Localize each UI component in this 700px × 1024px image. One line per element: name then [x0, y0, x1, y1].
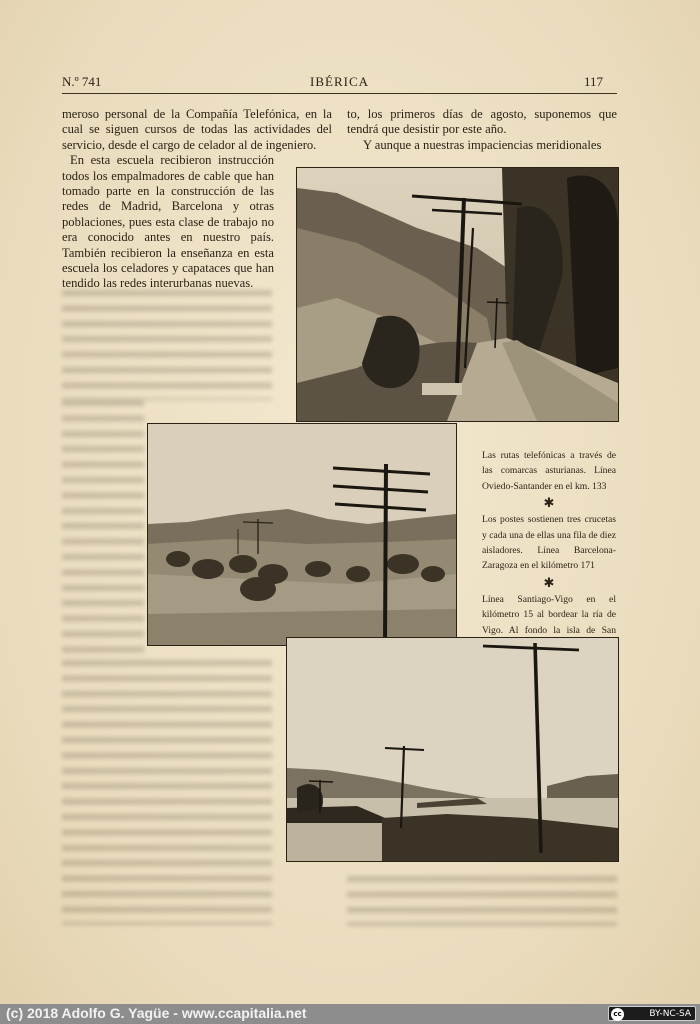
- cc-license-badge: [608, 1006, 696, 1021]
- photo-estuary-pole-image: [287, 638, 618, 861]
- left-column: [62, 107, 332, 292]
- right-column: [347, 107, 617, 153]
- blurred-text-left-strip: [62, 400, 144, 660]
- left-paragraph-1: meroso personal de la Compañía Telefónica, en la cual se siguen cursos de todas las actividades del servicio, desde el cargo de celador al de ingeniero.: [62, 107, 332, 152]
- header-rule: [62, 93, 617, 94]
- caption-separator-2: ✱: [543, 574, 555, 590]
- left-paragraph-2: En esta escuela recibieron instrucción todos los empalmadores de cable que han tomado parte en la construcción de las redes de Madrid, Barcelona y otras poblaciones, pues esta clase de trabajo no era conocido antes en nuestro país. También recibieron la enseñanza en esta escuela los celadores y capataces que han tendido las redes interurbanas nuevas.: [62, 153, 274, 291]
- caption-barcelona-zaragoza: Los postes sostienen tres crucetas y cada una de ellas una fila de diez aisladores. Línea Barcelona-Zaragoza en el kilómetro 171: [482, 514, 616, 572]
- blurred-text-left-bottom: [62, 660, 272, 925]
- photo-captions: [482, 448, 616, 653]
- right-paragraph-2: Y aunque a nuestras impaciencias meridionales: [363, 137, 602, 152]
- cc-logo-icon: cc: [611, 1008, 624, 1021]
- blurred-text-right-bottom: [347, 876, 617, 926]
- photo-field-pole-image: [148, 424, 456, 645]
- photo-road-mountain-image: [297, 168, 618, 421]
- photo-oviedo-santander-line: [296, 167, 619, 422]
- copyright-text: (c) 2018 Adolfo G. Yagüe - www.ccapitalia.net: [6, 1005, 307, 1021]
- blurred-text-left-top: [62, 290, 272, 400]
- caption-separator-1: ✱: [543, 495, 555, 511]
- journal-title: IBÉRICA: [310, 74, 369, 89]
- page-number: 117: [583, 74, 603, 89]
- right-paragraph-1: to, los primeros días de agosto, suponemos que tendrá que desistir por este año.: [347, 107, 617, 137]
- license-label: BY-NC-SA: [649, 1009, 691, 1019]
- issue-number: N.º 741: [62, 74, 102, 89]
- page-header: [62, 74, 617, 94]
- caption-oviedo-santander: Las rutas telefónicas a través de las comarcas asturianas. Línea Oviedo-Santander en el km. 133: [482, 450, 616, 492]
- photo-barcelona-zaragoza-line: [147, 423, 457, 646]
- photo-santiago-vigo-line: [286, 637, 619, 862]
- copyright-bar: [0, 1004, 700, 1024]
- caption-santiago-vigo: Línea Santiago-Vigo en el kilómetro 15 al bordear la ría de Vigo. Al fondo la isla de San: [482, 593, 616, 636]
